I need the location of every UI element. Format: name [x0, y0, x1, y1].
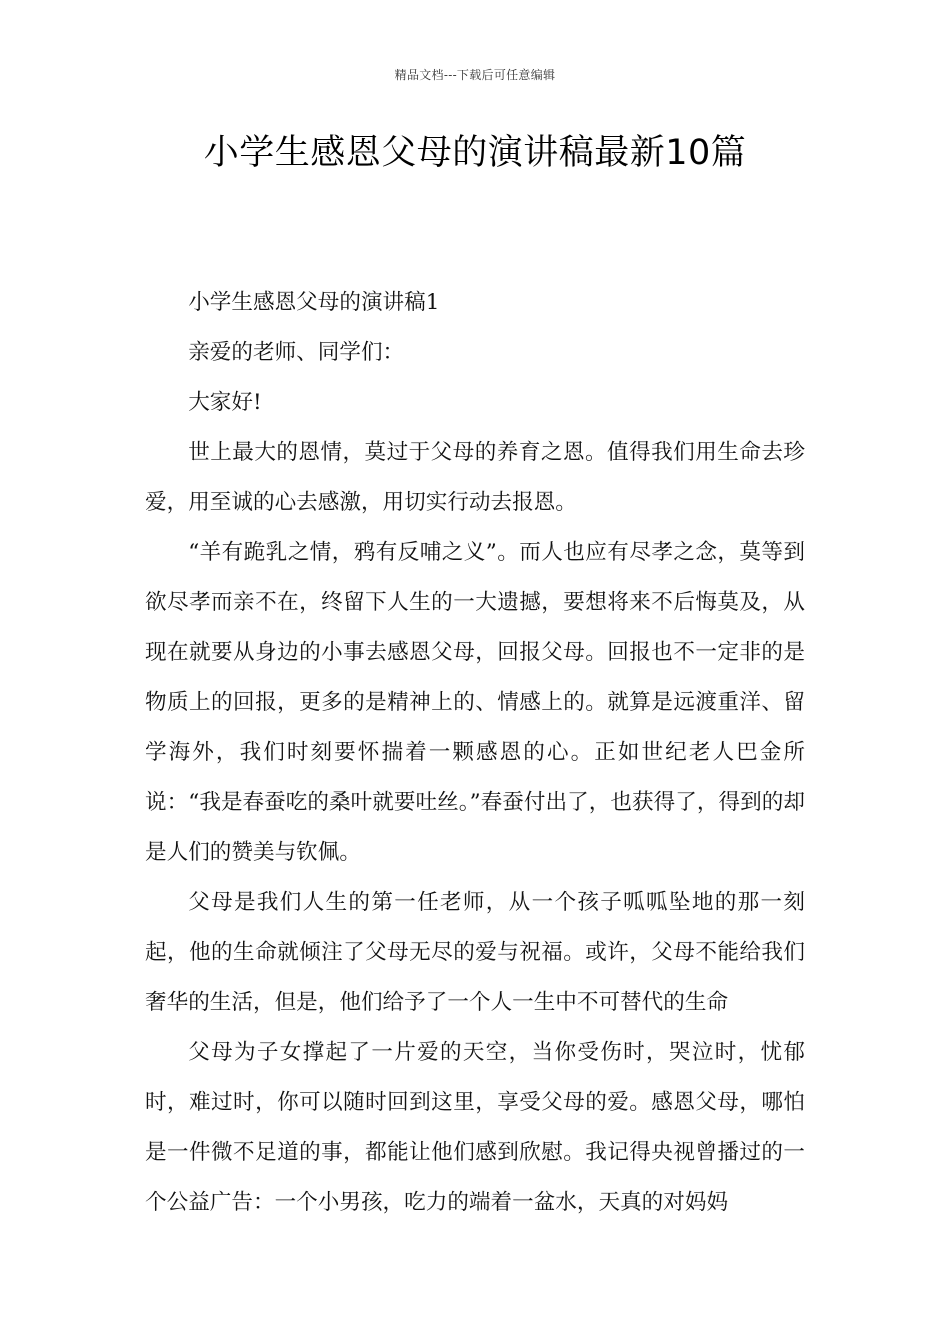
body-paragraph: 父母为子女撑起了一片爱的天空，当你受伤时，哭泣时，忧郁时，难过时，你可以随时回到这里，享受父母的爱。感恩父母，哪怕是一件微不足道的事，都能让他们感到欣慰。我记得央视曾播过的一个公益广告：一个小男孩，吃力的端着一盆水，天真的对妈妈	[145, 1040, 805, 1215]
greeting: 大家好!	[188, 390, 262, 415]
body-paragraph: 父母是我们人生的第一任老师，从一个孩子呱呱坠地的那一刻起，他的生命就倾注了父母无尽的爱与祝福。或许，父母不能给我们奢华的生活，但是，他们给予了一个人一生中不可替代的生命	[145, 890, 805, 1015]
document-body	[145, 278, 805, 1228]
salutation: 亲爱的老师、同学们：	[188, 340, 405, 365]
section-heading: 小学生感恩父母的演讲稿1	[188, 290, 440, 315]
header-note: 精品文档---下载后可任意编辑	[394, 68, 556, 82]
body-paragraph: 世上最大的恩情，莫过于父母的养育之恩。值得我们用生命去珍爱，用至诚的心去感激，用切实行动去报恩。	[145, 440, 805, 515]
body-paragraph: “羊有跪乳之情，鸦有反哺之义”。而人也应有尽孝之念，莫等到欲尽孝而亲不在，终留下人生的一大遗撼，要想将来不后悔莫及，从现在就要从身边的小事去感恩父母，回报父母。回报也不一定非的是物质上的回报，更多的是精神上的、情感上的。就算是远渡重洋、留学海外，我们时刻要怀揣着一颗感恩的心。正如世纪老人巴金所说：“我是春蚕吃的桑叶就要吐丝。”春蚕付出了，也获得了，得到的却是人们的赞美与钦佩。	[145, 540, 805, 865]
page-title: 小学生感恩父母的演讲稿最新10篇	[203, 133, 747, 173]
